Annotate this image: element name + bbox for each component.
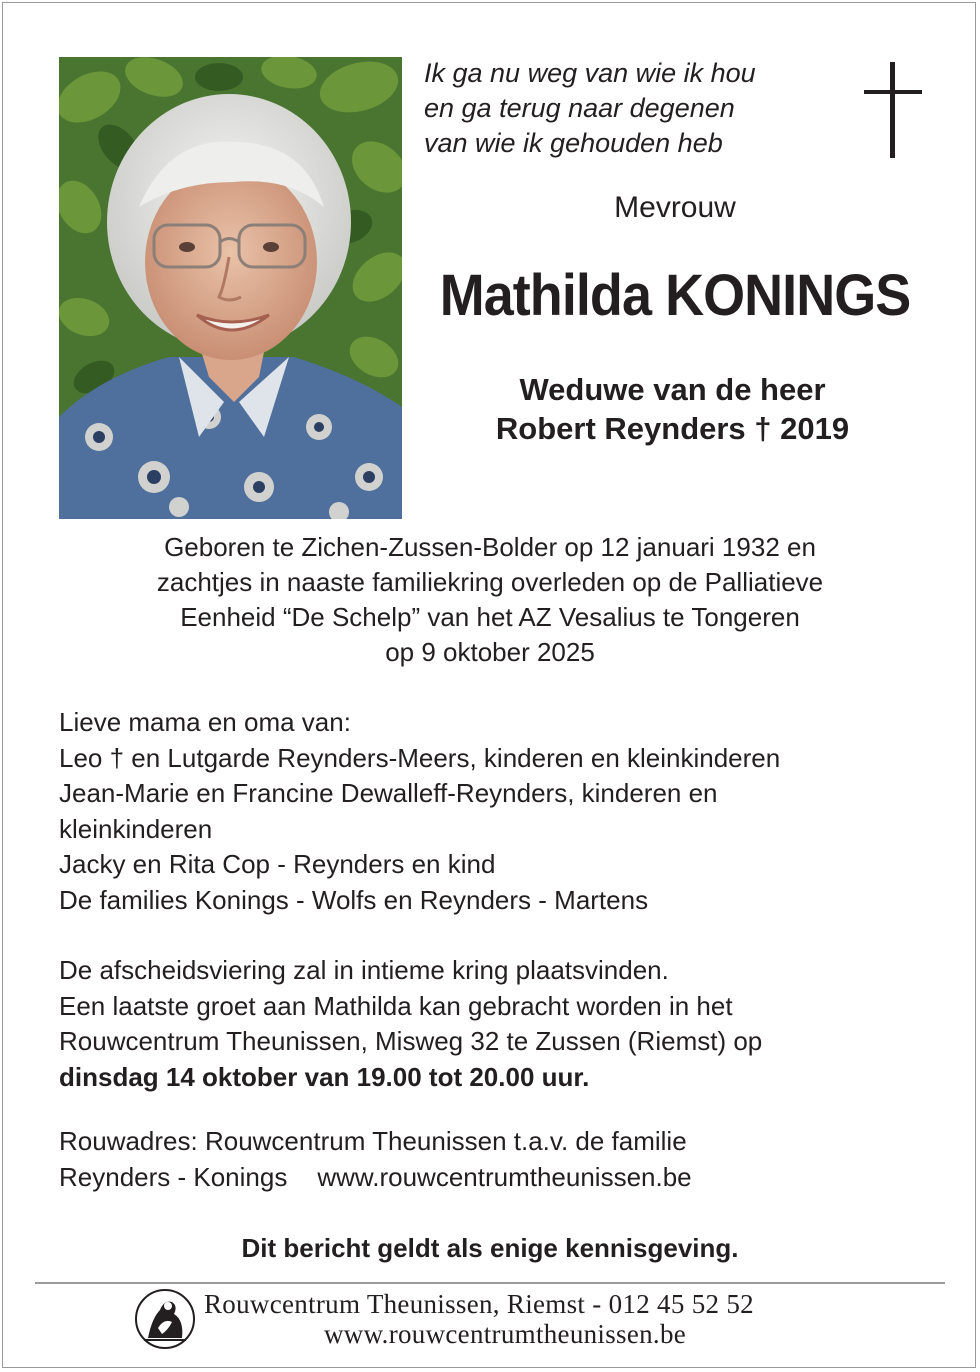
birth-death-line: Geboren te Zichen-Zussen-Bolder op 12 januari 1932 en (164, 532, 816, 562)
birth-death-line: Eenheid “De Schelp” van het AZ Vesalius te Tongeren (180, 602, 800, 632)
spouse-info (420, 370, 925, 448)
family-line: Jean-Marie en Francine Dewalleff-Reynders, kinderen en (59, 778, 718, 808)
birth-death-line: zachtjes in naaste familiekring overleden op de Palliatieve (156, 567, 824, 597)
footer-website-link[interactable]: www.rouwcentrumtheunissen.be (324, 1319, 687, 1349)
footer-contact: Rouwcentrum Theunissen, Riemst - 012 45 52 52 (204, 1289, 754, 1319)
family-line: Jacky en Rita Cop - Reynders en kind (59, 849, 496, 879)
ceremony-info (59, 953, 939, 1095)
poem (424, 56, 844, 161)
cross-icon (864, 62, 922, 158)
ceremony-line: Een laatste groet aan Mathilda kan gebracht worden in het (59, 990, 733, 1021)
spouse-line: Weduwe van de heer (519, 372, 826, 407)
family-list (59, 705, 939, 918)
spouse-line: Robert Reynders † 2019 (495, 411, 850, 446)
address-website-link[interactable]: www.rouwcentrumtheunissen.be (317, 1161, 692, 1192)
poem-line: Ik ga nu weg van wie ik hou (424, 58, 756, 88)
notice-statement: Dit bericht geldt als enige kennisgeving. (241, 1233, 739, 1263)
funeral-home-logo-icon (134, 1288, 196, 1350)
address-family: Reynders - Konings (59, 1161, 288, 1192)
ceremony-date: dinsdag 14 oktober van 19.00 tot 20.00 uur. (59, 1061, 590, 1092)
family-intro: Lieve mama en oma van: (59, 707, 351, 737)
portrait-photo (59, 57, 402, 519)
family-line: Leo † en Lutgarde Reynders-Meers, kinderen en kleinkinderen (59, 742, 781, 773)
honorific: Mevrouw (614, 191, 736, 224)
address-line: Rouwadres: Rouwcentrum Theunissen t.a.v. de familie (59, 1126, 687, 1156)
birth-death-line: op 9 oktober 2025 (385, 637, 595, 667)
ceremony-line: De afscheidsviering zal in intieme kring plaatsvinden. (59, 955, 669, 985)
family-line: De families Konings - Wolfs en Reynders - Martens (59, 884, 649, 915)
poem-line: en ga terug naar degenen (424, 93, 735, 123)
deceased-name: Mathilda KONINGS (439, 263, 911, 328)
mourning-address (59, 1124, 939, 1195)
family-line: kleinkinderen (59, 813, 213, 844)
birth-death-info (40, 530, 940, 670)
footer-divider (35, 1282, 945, 1284)
ceremony-line: Rouwcentrum Theunissen, Misweg 32 te Zussen (Riemst) op (59, 1026, 763, 1056)
address-line-2 (59, 1160, 939, 1196)
poem-line: van wie ik gehouden heb (424, 128, 723, 158)
